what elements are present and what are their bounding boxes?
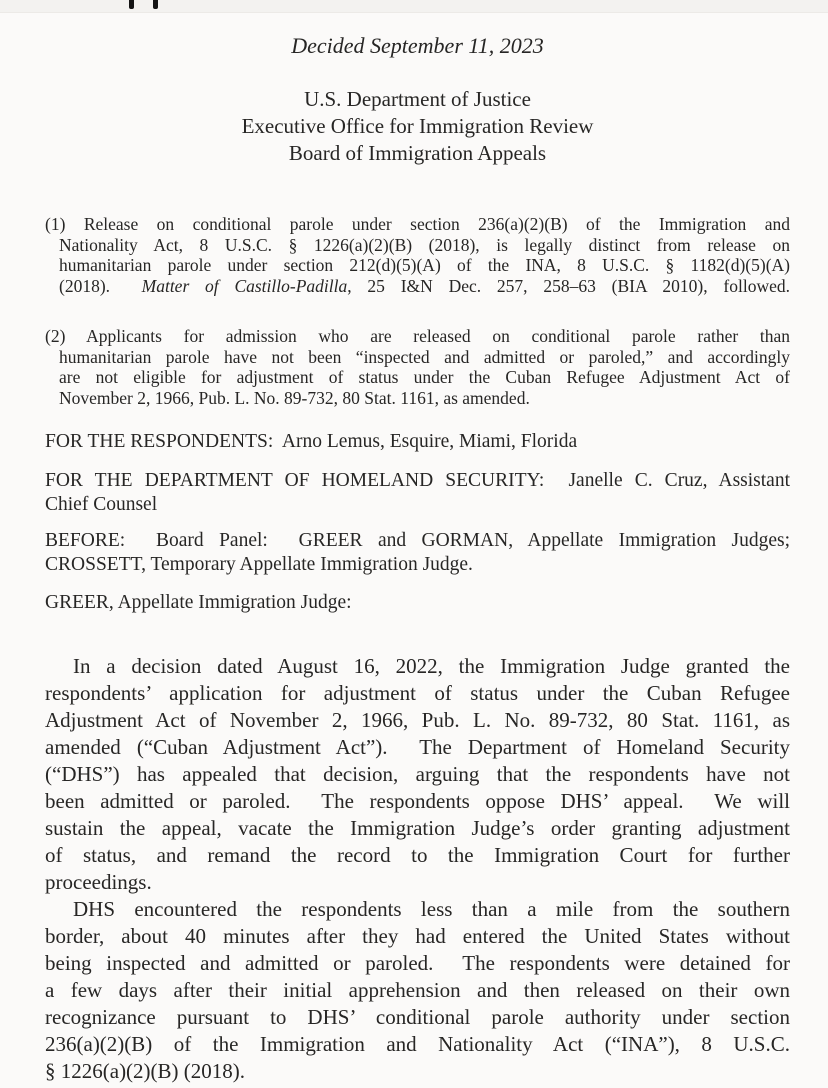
- text-line: BEFORE: Board Panel: GREER and GORMAN, Appellate Immigration Judges;: [45, 530, 790, 551]
- text-line: § 1226(a)(2)(B) (2018).: [45, 1059, 246, 1083]
- court-heading: [45, 86, 790, 167]
- text-line: GREER, Appellate Immigration Judge:: [45, 592, 352, 613]
- cutoff-text-descender-mark: [129, 0, 134, 9]
- text-line: amended (“Cuban Adjustment Act”). The Department of Homeland Security: [45, 735, 790, 759]
- text-line: (2) Applicants for admission who are released on conditional parole rather than: [45, 326, 790, 346]
- panel-paragraph: [45, 529, 790, 577]
- headnote-1: [45, 214, 790, 296]
- document-content: [0, 34, 828, 1085]
- court-office-line: Executive Office for Immigration Review: [241, 114, 594, 138]
- counsel-dhs-paragraph: [45, 469, 790, 517]
- text-line: been admitted or paroled. The respondents oppose DHS’ appeal. We will: [45, 789, 790, 813]
- text-line: respondents’ application for adjustment of status under the Cuban Refugee: [45, 681, 790, 705]
- text-line: humanitarian parole under section 212(d)(5)(A) of the INA, 8 U.S.C. § 1182(d)(5)(A): [59, 255, 790, 275]
- text-line: Adjustment Act of November 2, 1966, Pub. L. No. 89-732, 80 Stat. 1161, as: [45, 708, 790, 732]
- text-line: (2018). Matter of Castillo-Padilla, 25 I&N Dec. 257, 258–63 (BIA 2010), followed.: [59, 275, 791, 296]
- scan-edge-strip: [0, 0, 828, 13]
- headnote-2: [45, 326, 790, 408]
- opinion-paragraph-1: [45, 653, 790, 896]
- text-line: 236(a)(2)(B) of the Immigration and Nationality Act (“INA”), 8 U.S.C.: [45, 1032, 790, 1056]
- text-line: are not eligible for adjustment of status under the Cuban Refugee Adjustment Act of: [59, 367, 790, 387]
- text-line: being inspected and admitted or paroled. The respondents were detained for: [45, 951, 790, 975]
- text-line: of status, and remand the record to the Immigration Court for further: [45, 843, 790, 867]
- author-judge-line: [45, 591, 790, 615]
- text-line: Nationality Act, 8 U.S.C. § 1226(a)(2)(B) (2018), is legally distinct from release on: [59, 234, 790, 255]
- text-line: proceedings.: [45, 870, 152, 894]
- court-dept-line: U.S. Department of Justice: [304, 87, 531, 111]
- text-line: November 2, 1966, Pub. L. No. 89-732, 80 Stat. 1161, as amended.: [59, 387, 530, 408]
- text-line: a few days after their initial apprehension and then released on their own: [45, 978, 790, 1002]
- decided-date-line: Decided September 11, 2023: [291, 33, 544, 58]
- court-board-line: Board of Immigration Appeals: [288, 141, 547, 165]
- opinion-paragraph-2: [45, 896, 790, 1085]
- text-line: In a decision dated August 16, 2022, the Immigration Judge granted the: [73, 654, 790, 678]
- text-line: FOR THE RESPONDENTS: Arno Lemus, Esquire, Miami, Florida: [45, 431, 578, 452]
- cutoff-text-descender-mark: [153, 0, 158, 9]
- text-line: sustain the appeal, vacate the Immigration Judge’s order granting adjustment: [45, 816, 790, 840]
- text-line: humanitarian parole have not been “inspected and admitted or paroled,” and accordingly: [59, 346, 790, 367]
- text-line: (“DHS”) has appealed that decision, arguing that the respondents have not: [45, 762, 790, 786]
- text-line: border, about 40 minutes after they had entered the United States without: [45, 924, 790, 948]
- counsel-respondents-line: [45, 430, 790, 454]
- text-line: FOR THE DEPARTMENT OF HOMELAND SECURITY: Janelle C. Cruz, Assistant: [45, 470, 790, 491]
- text-line: CROSSETT, Temporary Appellate Immigration Judge.: [45, 554, 473, 575]
- text-line: DHS encountered the respondents less than a mile from the southern: [73, 897, 790, 921]
- text-line: (1) Release on conditional parole under section 236(a)(2)(B) of the Immigration and: [45, 214, 790, 234]
- text-line: recognizance pursuant to DHS’ conditional parole authority under section: [45, 1005, 790, 1029]
- text-line: Chief Counsel: [45, 494, 158, 515]
